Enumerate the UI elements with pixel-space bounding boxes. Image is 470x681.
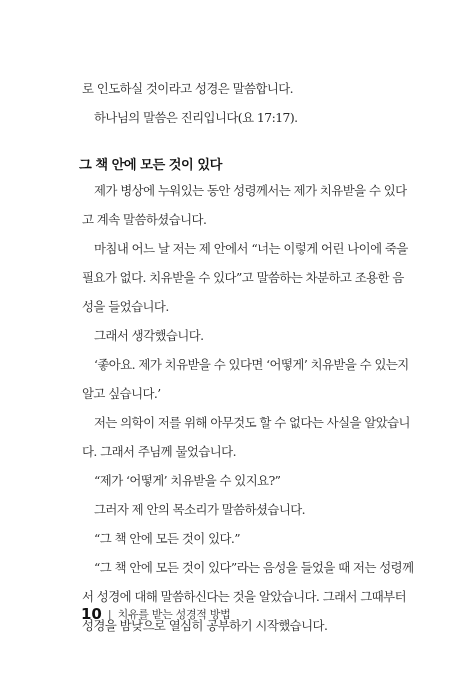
paragraph xyxy=(82,553,414,640)
text-line: 알고 싶습니다.’ xyxy=(82,386,161,401)
text-line: “제가 ‘어떻게’ 치유받을 수 있지요?” xyxy=(94,473,281,488)
paragraph xyxy=(82,524,394,553)
text-line: 서 성경에 대해 말씀하신다는 것을 알았습니다. 그래서 그때부터 xyxy=(82,589,407,604)
page-footer xyxy=(81,605,230,623)
text-line: 저는 의학이 저를 위해 아무것도 할 수 없다는 사실을 알았습니 xyxy=(94,415,410,430)
text-line: 제가 병상에 누워있는 동안 성령께서는 제가 치유받을 수 있다 xyxy=(94,183,407,198)
paragraph xyxy=(82,234,408,321)
text-line: 그래서 생각했습니다. xyxy=(94,328,204,343)
section-heading: 그 책 안에 모든 것이 있다 xyxy=(79,158,222,173)
book-title: 치유를 받는 성경적 방법 xyxy=(117,608,231,621)
text-line: 성경을 밤낮으로 열심히 공부하기 시작했습니다. xyxy=(82,618,328,633)
paragraph xyxy=(82,466,394,495)
paragraph xyxy=(82,176,407,234)
text-line: 다. 그래서 주님께 물었습니다. xyxy=(82,444,236,459)
text-line: 마침내 어느 날 저는 제 안에서 “너는 이렇게 어린 나이에 죽을 xyxy=(94,241,408,256)
text-line: 하나님의 말씀은 진리입니다(요 17:17). xyxy=(94,110,298,125)
text-line: 필요가 없다. 치유받을 수 있다”고 말씀하는 차분하고 조용한 음 xyxy=(82,270,404,285)
text-line: “그 책 안에 모든 것이 있다.” xyxy=(94,531,241,546)
text-line: 그러자 제 안의 목소리가 말씀하셨습니다. xyxy=(94,502,306,517)
footer-separator: | xyxy=(107,607,112,621)
paragraph xyxy=(82,408,410,466)
page-number: 10 xyxy=(81,605,102,623)
paragraph xyxy=(82,350,409,408)
paragraph xyxy=(82,321,394,350)
text-line: 성을 들었습니다. xyxy=(82,299,169,314)
text-line: 로 인도하실 것이라고 성경은 말씀합니다. xyxy=(82,81,294,96)
text-line: 고 계속 말씀하셨습니다. xyxy=(82,212,207,227)
intro-line-2 xyxy=(94,103,406,132)
intro-line-1 xyxy=(82,74,394,103)
text-line: “그 책 안에 모든 것이 있다”라는 음성을 들었을 때 저는 성령께 xyxy=(94,560,414,575)
paragraph xyxy=(82,495,394,524)
text-line: ‘좋아요. 제가 치유받을 수 있다면 ‘어떻게’ 치유받을 수 있는지 xyxy=(94,357,409,372)
